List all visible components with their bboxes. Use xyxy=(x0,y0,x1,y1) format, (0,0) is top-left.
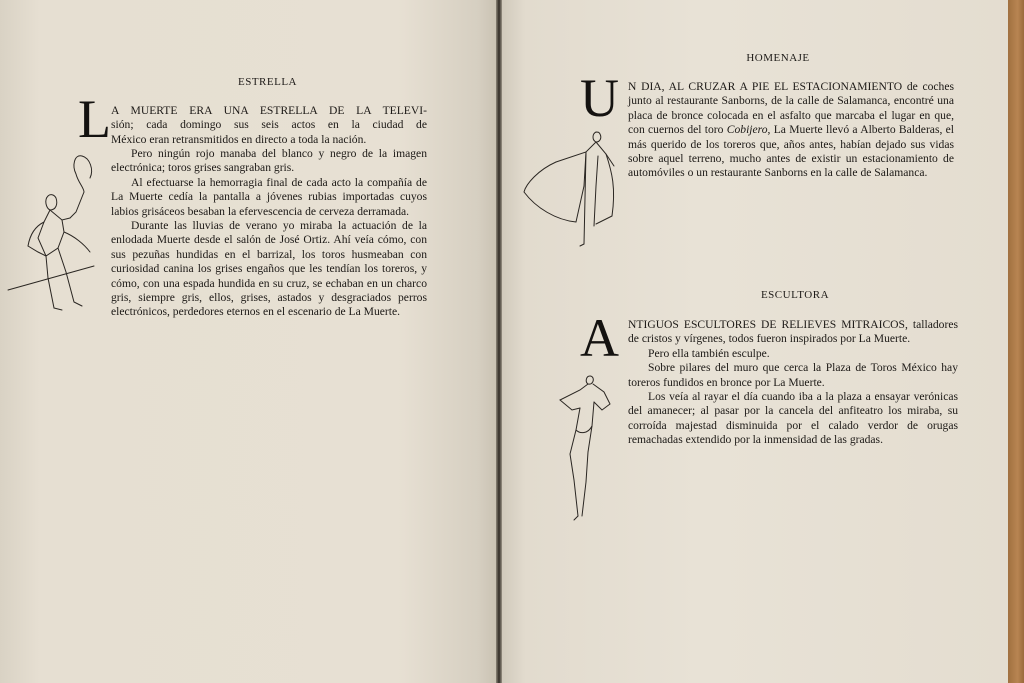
escultora-first-paragraph xyxy=(628,318,958,347)
homenaje-text-after: , La Muerte llevó a Alberto Balderas, el más querido de los toreros que, años antes, habían dejado sus vidas sobre aquel terreno, mucho antes de existir un estacionamiento de automóviles o un restaurante Sanborns en la calle de Salamanca. xyxy=(628,123,954,180)
escultora-body xyxy=(628,318,958,448)
estrella-line-2: sión; cada domingo sus seis actos en la ciudad de xyxy=(111,118,427,132)
sculpted-figure-sketch xyxy=(550,370,620,522)
estrella-first-lines xyxy=(111,104,427,147)
estrella-paragraph: Durante las lluvias de verano yo miraba la actuación de la enlodada Muerte desde el salón de José Ortiz. Ahí veía cómo, con sus pezuñas hundidas en el barrizal, los toros husmeaban con curiosidad canina los grises engaños que les tendían los toreros, y cómo, con una espada hundida en su cruz, se echaban en un charco gris, siempre gris, ellos, grises, astados y desgraciados perros electrónicos, perdedores eternos en el escenario de La Muerte. xyxy=(111,219,427,319)
section-title-estrella: ESTRELLA xyxy=(238,76,297,88)
homenaje-paragraph xyxy=(628,80,954,181)
table-surface xyxy=(1008,0,1024,683)
left-page xyxy=(0,0,498,683)
book-gutter xyxy=(496,0,502,683)
estrella-line-3: México eran retransmitidos en directo a toda la nación. xyxy=(111,132,367,146)
escultora-lead: NTIGUOS ESCULTORES DE RELIEVES MITRAICOS, xyxy=(628,318,908,331)
dropcap-l: L xyxy=(78,89,111,149)
escultora-paragraph: Sobre pilares del muro que cerca la Plaza de Toros México hay toreros fundidos en bronce por La Muerte. xyxy=(628,361,958,389)
escultora-paragraph: Los veía al rayar el día cuando iba a la plaza a ensayar verónicas del amanecer; al pasar por la cancela del anfiteatro los miraba, su corroída majestad disminuida por el calado verdor de orugas remachadas extendido por la inmensidad de las gradas. xyxy=(628,390,958,447)
escultora-first-rest: talladores de cristos y vírgenes, todos fueron inspirados por La Muerte. xyxy=(628,318,958,346)
matador-sketch xyxy=(4,148,104,318)
cape-matador-sketch xyxy=(516,126,626,248)
dropcap-u: U xyxy=(580,68,619,128)
homenaje-text-before: de coches junto al restaurante Sanborns, de la calle de Salamanca, encontré una placa de bronce colocada en el asfalto que marcaba el lugar en que, con cuernos del toro xyxy=(628,80,955,137)
homenaje-lead: N DIA, AL CRUZAR A PIE EL ESTACIONAMIENTO xyxy=(628,80,903,93)
estrella-lead-line: A MUERTE ERA UNA ESTRELLA DE LA TELEVI- xyxy=(111,104,427,117)
estrella-paragraph: Pero ningún rojo manaba del blanco y negro de la imagen electrónica; toros grises sangraban gris. xyxy=(111,147,427,175)
estrella-paragraph: Al efectuarse la hemorragia final de cada acto la compañía de La Muerte cedía la pantalla a jóvenes rubias importadas cuyos labios grisáceos besaban la efervescencia de cerveza derramada. xyxy=(111,175,427,218)
escultora-paragraph: Pero ella también esculpe. xyxy=(648,346,770,360)
estrella-body xyxy=(111,147,427,320)
dropcap-a: A xyxy=(580,308,619,368)
homenaje-bull-name: Cobijero xyxy=(726,123,768,137)
homenaje-body xyxy=(628,80,954,181)
section-title-escultora: ESCULTORA xyxy=(760,289,830,301)
section-title-homenaje: HOMENAJE xyxy=(746,52,810,64)
